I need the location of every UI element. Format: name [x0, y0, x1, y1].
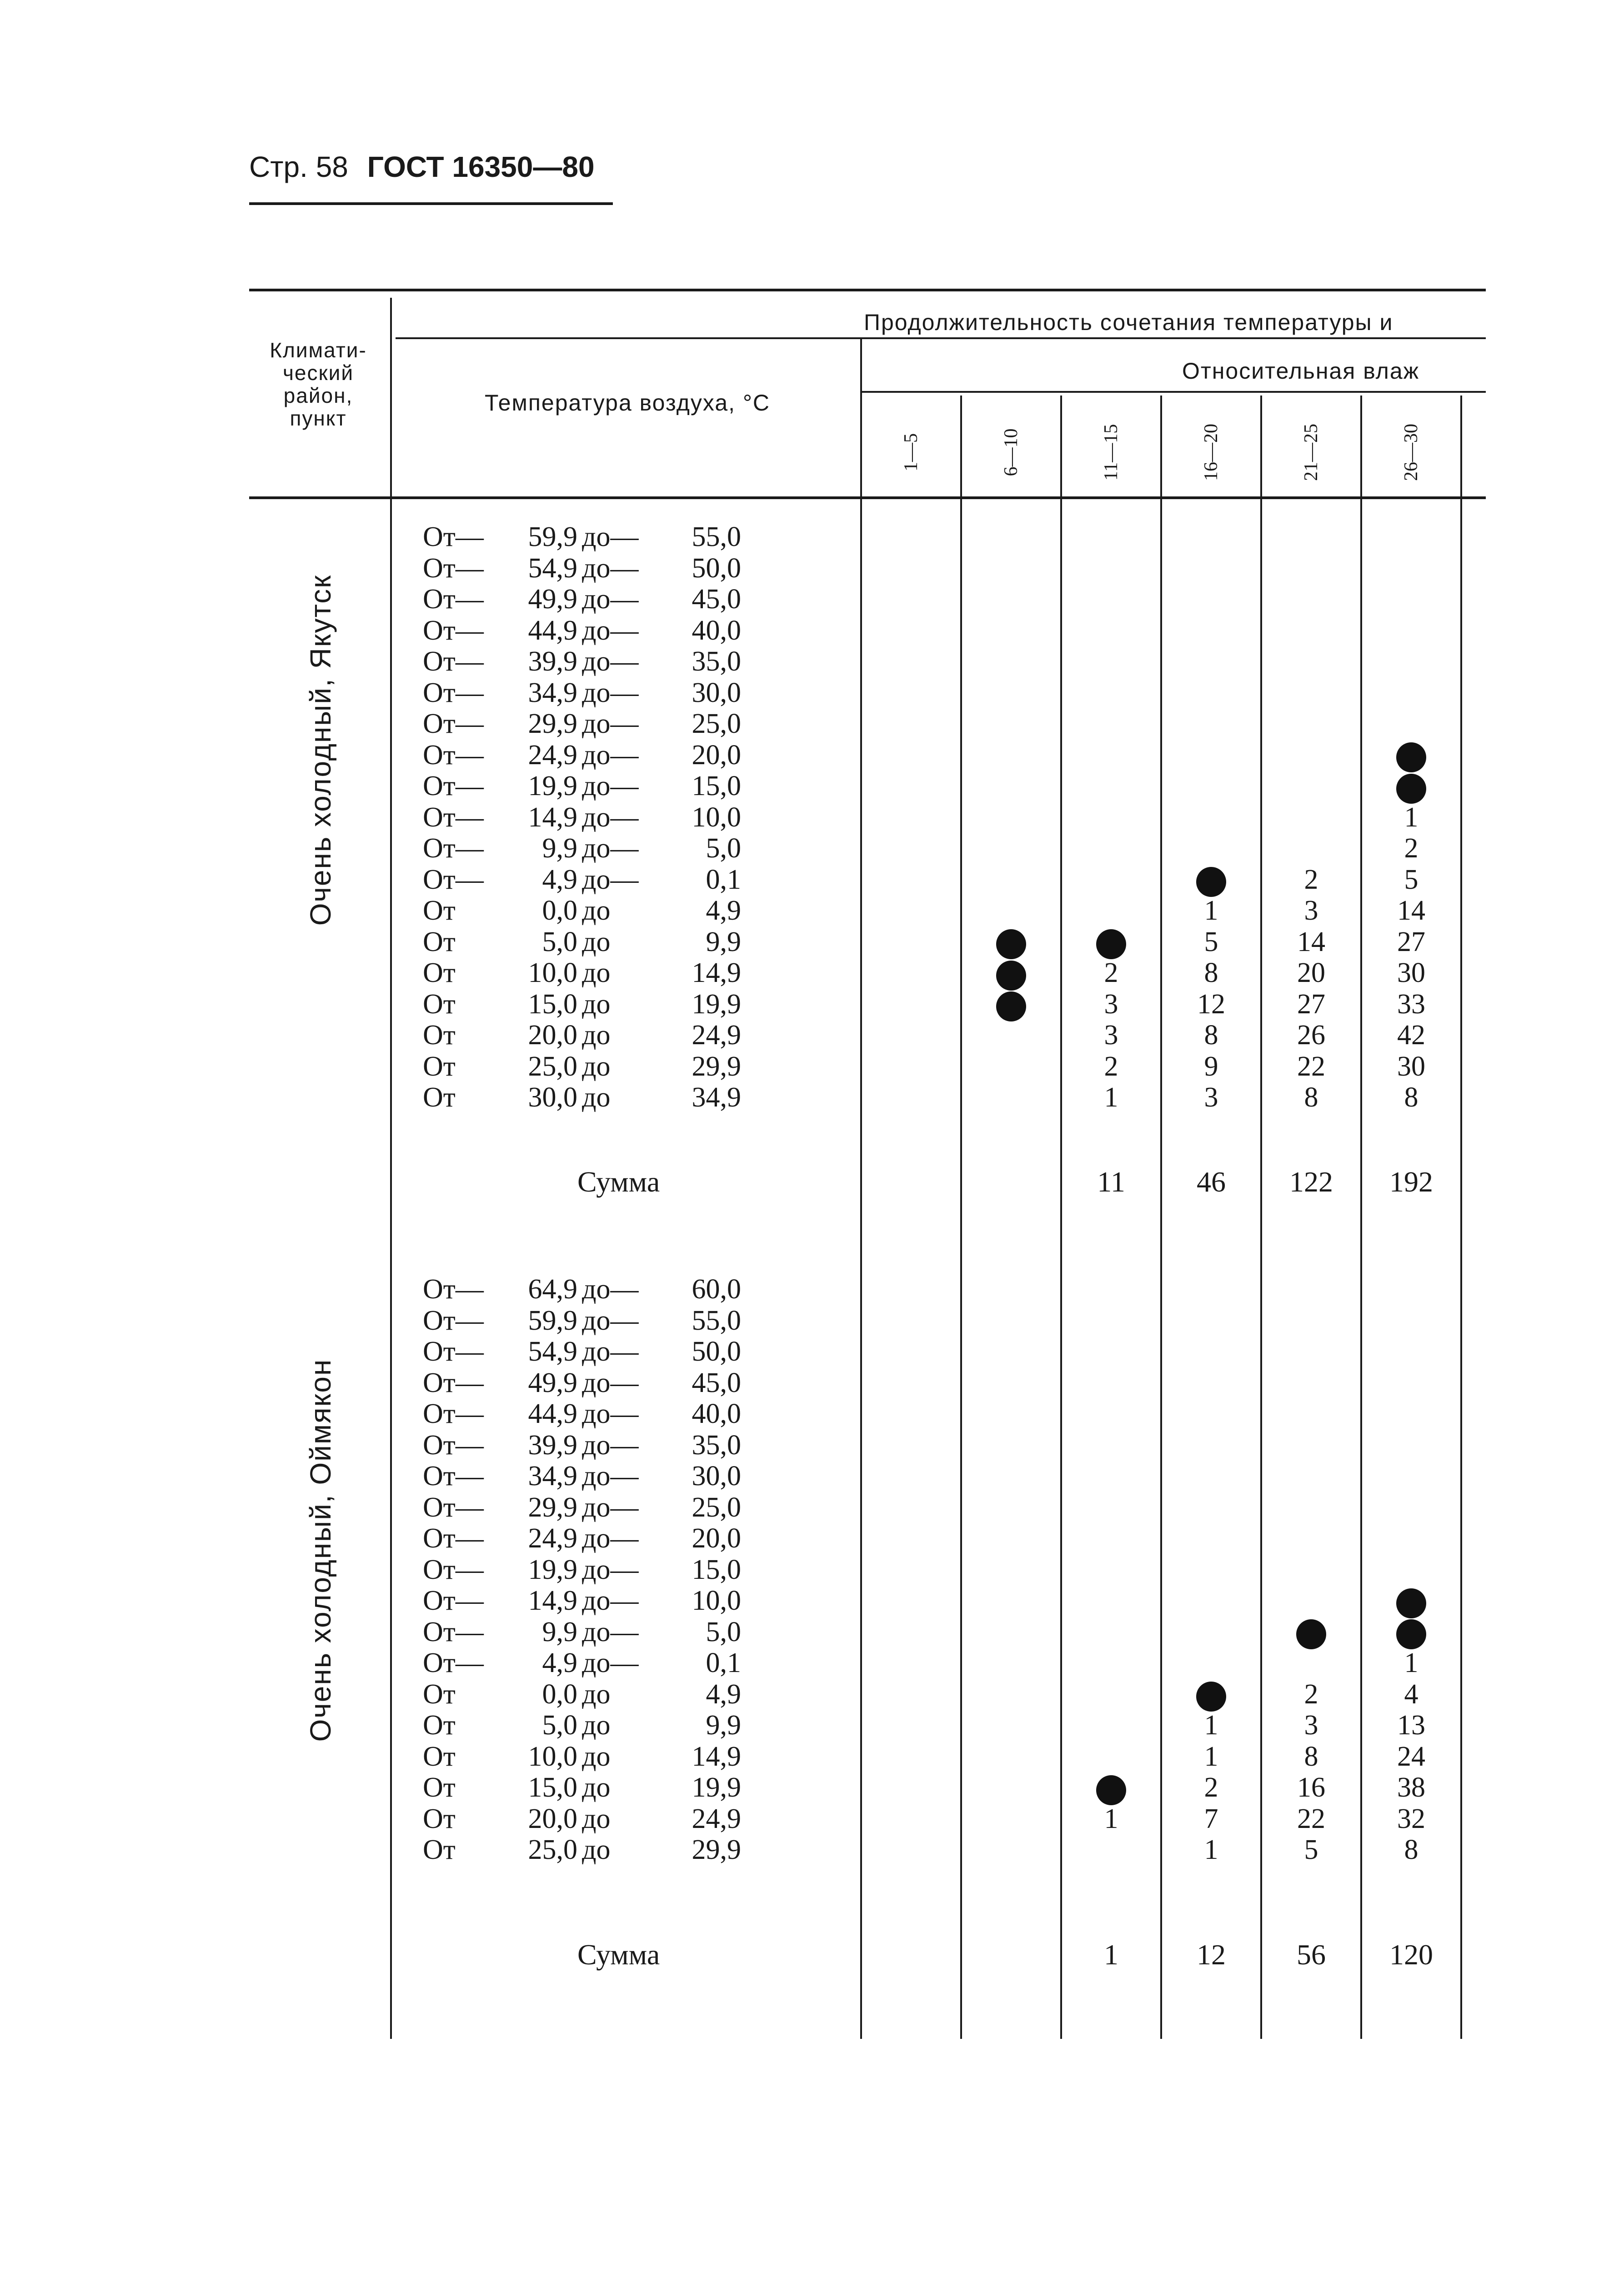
range-to: до—	[582, 1461, 639, 1492]
page-header	[249, 150, 595, 184]
table-cell: 5	[1204, 926, 1218, 957]
table-cell: 27	[1397, 926, 1425, 957]
range-from: От	[423, 926, 456, 957]
humidity-range-header: 26—30	[1401, 424, 1422, 481]
range-end-value: 10,0	[692, 801, 741, 833]
dot-marker-icon	[961, 989, 1061, 1020]
range-from: От—	[423, 521, 484, 552]
range-start-value: 59,9	[528, 521, 577, 552]
range-from: От—	[423, 739, 484, 771]
range-end-value: 20,0	[692, 739, 741, 771]
range-to: до—	[582, 1398, 639, 1429]
filled-circle-icon	[1396, 774, 1426, 804]
range-from: От—	[423, 1585, 484, 1616]
range-start-value: 25,0	[528, 1051, 577, 1082]
range-start-value: 54,9	[528, 552, 577, 584]
range-from: От—	[423, 864, 484, 895]
range-start-value: 29,9	[528, 1492, 577, 1523]
table-cell: 32	[1397, 1803, 1425, 1834]
column-divider-temperature	[860, 337, 862, 2039]
range-start-value: 44,9	[528, 615, 577, 646]
region-column-header: Климати- ческий район, пункт	[270, 338, 367, 430]
range-start-value: 54,9	[528, 1336, 577, 1367]
sum-value: 120	[1389, 1938, 1433, 1971]
sum-value: 46	[1197, 1166, 1226, 1198]
table-cell: 30	[1397, 1051, 1425, 1082]
table-cell: 3	[1104, 988, 1118, 1020]
range-end-value: 50,0	[692, 1336, 741, 1367]
range-from: От—	[423, 1274, 484, 1305]
range-to: до—	[582, 1585, 639, 1616]
range-to: до—	[582, 864, 639, 895]
range-from: От—	[423, 1616, 484, 1647]
range-start-value: 10,0	[528, 957, 577, 988]
range-end-value: 40,0	[692, 615, 741, 646]
range-start-value: 19,9	[528, 771, 577, 801]
range-from: От—	[423, 1461, 484, 1492]
sum-value: 12	[1197, 1938, 1226, 1971]
sum-value: 56	[1297, 1938, 1326, 1971]
filled-circle-icon	[996, 929, 1026, 959]
table-cell: 1	[1204, 1710, 1218, 1741]
filled-circle-icon	[1396, 742, 1426, 772]
range-from: От	[423, 895, 456, 926]
range-from: От	[423, 1741, 456, 1772]
table-cell: 24	[1397, 1741, 1425, 1772]
humidity-range-header: 6—10	[1001, 428, 1022, 476]
range-end-value: 55,0	[692, 521, 741, 552]
sum-value: 122	[1289, 1166, 1333, 1198]
range-start-value: 4,9	[542, 1647, 577, 1678]
range-from: От	[423, 1710, 456, 1741]
header-rule-duration	[396, 337, 1486, 339]
table-cell: 3	[1204, 1082, 1218, 1113]
range-to: до	[582, 1082, 611, 1113]
region-label-yakutsk: Очень холодный, Якутск	[304, 574, 337, 926]
range-from: От	[423, 1772, 456, 1803]
range-end-value: 60,0	[692, 1274, 741, 1305]
table-cell: 1	[1204, 1741, 1218, 1772]
range-to: до—	[582, 739, 639, 771]
table-cell: 14	[1397, 895, 1425, 926]
table-cell: 12	[1197, 988, 1225, 1020]
range-to: до—	[582, 771, 639, 801]
range-end-value: 0,1	[706, 1647, 741, 1678]
table-cell: 1	[1404, 1647, 1418, 1678]
table-cell: 9	[1204, 1051, 1218, 1082]
standard-code: ГОСТ 16350—80	[367, 150, 595, 183]
table-cell: 2	[1304, 1678, 1318, 1710]
range-to: до	[582, 1834, 611, 1865]
range-start-value: 14,9	[528, 801, 577, 833]
humidity-range-header: 16—20	[1201, 424, 1222, 481]
range-to: до—	[582, 1492, 639, 1523]
filled-circle-icon	[996, 961, 1026, 991]
range-to: до—	[582, 833, 639, 864]
range-start-value: 15,0	[528, 988, 577, 1020]
range-to: до	[582, 1020, 611, 1051]
range-start-value: 39,9	[528, 646, 577, 677]
range-start-value: 24,9	[528, 739, 577, 771]
range-to: до—	[582, 1274, 639, 1305]
table-cell: 8	[1404, 1082, 1418, 1113]
header-bottom-border	[249, 496, 1486, 499]
dot-marker-icon	[1361, 1617, 1461, 1648]
dot-marker-icon	[1361, 771, 1461, 802]
range-start-value: 9,9	[542, 1616, 577, 1647]
range-end-value: 9,9	[706, 926, 741, 957]
range-to: до	[582, 1710, 611, 1741]
temperature-column-header: Температура воздуха, °С	[484, 390, 771, 416]
range-end-value: 0,1	[706, 864, 741, 895]
dot-marker-icon	[1161, 864, 1261, 896]
range-end-value: 15,0	[692, 1554, 741, 1585]
filled-circle-icon	[1296, 1619, 1326, 1649]
range-to: до—	[582, 1554, 639, 1585]
range-start-value: 64,9	[528, 1274, 577, 1305]
range-to: до—	[582, 615, 639, 646]
humidity-range-header: 11—15	[1101, 424, 1122, 481]
range-from: От—	[423, 646, 484, 677]
range-start-value: 0,0	[542, 1678, 577, 1710]
range-start-value: 34,9	[528, 1461, 577, 1492]
range-to: до—	[582, 1336, 639, 1367]
table-cell: 1	[1204, 1834, 1218, 1865]
range-end-value: 10,0	[692, 1585, 741, 1616]
range-to: до—	[582, 584, 639, 615]
table-cell: 2	[1104, 1051, 1118, 1082]
range-from: От	[423, 1678, 456, 1710]
page-label: Стр. 58	[249, 150, 348, 183]
header-rule-humidity	[862, 391, 1486, 393]
filled-circle-icon	[1396, 1588, 1426, 1618]
range-end-value: 24,9	[692, 1803, 741, 1834]
range-start-value: 25,0	[528, 1834, 577, 1865]
range-start-value: 10,0	[528, 1741, 577, 1772]
range-start-value: 4,9	[542, 864, 577, 895]
table-top-border	[249, 289, 1486, 291]
range-end-value: 24,9	[692, 1020, 741, 1051]
table-cell: 8	[1204, 1020, 1218, 1051]
humidity-range-header: 1—5	[901, 433, 922, 471]
table-cell: 5	[1404, 864, 1418, 895]
table-cell: 5	[1304, 1834, 1318, 1865]
range-from: От—	[423, 1367, 484, 1398]
filled-circle-icon	[996, 991, 1026, 1021]
filled-circle-icon	[1096, 1775, 1126, 1805]
range-to: до—	[582, 708, 639, 739]
table-cell: 1	[1104, 1803, 1118, 1834]
range-end-value: 50,0	[692, 552, 741, 584]
table-cell: 2	[1404, 833, 1418, 864]
range-from: От—	[423, 1554, 484, 1585]
range-to: до—	[582, 1429, 639, 1461]
filled-circle-icon	[1196, 867, 1226, 897]
dot-marker-icon	[961, 957, 1061, 989]
table-cell: 22	[1297, 1051, 1325, 1082]
table-cell: 20	[1297, 957, 1325, 988]
dot-marker-icon	[1361, 740, 1461, 771]
range-to: до	[582, 1772, 611, 1803]
column-divider-1	[960, 396, 962, 2039]
table-cell: 7	[1204, 1803, 1218, 1834]
table-cell: 8	[1304, 1082, 1318, 1113]
range-from: От—	[423, 1523, 484, 1554]
range-from: От	[423, 1082, 456, 1113]
range-to: до—	[582, 677, 639, 708]
range-start-value: 9,9	[542, 833, 577, 864]
table-cell: 8	[1204, 957, 1218, 988]
range-end-value: 45,0	[692, 1367, 741, 1398]
range-end-value: 34,9	[692, 1082, 741, 1113]
column-divider-region	[390, 298, 392, 2039]
range-start-value: 24,9	[528, 1523, 577, 1554]
range-start-value: 20,0	[528, 1803, 577, 1834]
humidity-header: Относительная влаж	[1182, 358, 1420, 384]
range-to: до	[582, 1678, 611, 1710]
range-start-value: 34,9	[528, 677, 577, 708]
range-start-value: 44,9	[528, 1398, 577, 1429]
range-start-value: 15,0	[528, 1772, 577, 1803]
range-start-value: 19,9	[528, 1554, 577, 1585]
table-cell: 16	[1297, 1772, 1325, 1803]
table-cell: 27	[1297, 988, 1325, 1020]
range-from: От—	[423, 1336, 484, 1367]
range-from: От—	[423, 677, 484, 708]
range-end-value: 30,0	[692, 1461, 741, 1492]
sum-value: 1	[1104, 1938, 1118, 1971]
table-cell: 14	[1297, 926, 1325, 957]
table-cell: 1	[1204, 895, 1218, 926]
range-end-value: 4,9	[706, 895, 741, 926]
table-cell: 30	[1397, 957, 1425, 988]
dot-marker-icon	[1061, 1772, 1161, 1803]
sum-value: 11	[1097, 1166, 1125, 1198]
range-start-value: 0,0	[542, 895, 577, 926]
range-end-value: 20,0	[692, 1523, 741, 1554]
table-cell: 22	[1297, 1803, 1325, 1834]
table-cell: 26	[1297, 1020, 1325, 1051]
range-to: до—	[582, 1523, 639, 1554]
range-from: От—	[423, 708, 484, 739]
table-cell: 1	[1404, 801, 1418, 833]
range-to: до	[582, 1803, 611, 1834]
range-start-value: 14,9	[528, 1585, 577, 1616]
sum-value: 192	[1389, 1166, 1433, 1198]
table-cell: 3	[1304, 1710, 1318, 1741]
range-from: От	[423, 1020, 456, 1051]
range-start-value: 59,9	[528, 1305, 577, 1336]
humidity-range-header: 21—25	[1301, 424, 1322, 481]
range-from: От—	[423, 1492, 484, 1523]
range-from: От	[423, 957, 456, 988]
range-from: От—	[423, 1305, 484, 1336]
range-start-value: 49,9	[528, 1367, 577, 1398]
range-start-value: 5,0	[542, 1710, 577, 1741]
range-end-value: 55,0	[692, 1305, 741, 1336]
range-from: От—	[423, 552, 484, 584]
range-to: до	[582, 926, 611, 957]
filled-circle-icon	[1396, 1619, 1426, 1649]
range-start-value: 29,9	[528, 708, 577, 739]
table-cell: 3	[1304, 895, 1318, 926]
range-to: до—	[582, 552, 639, 584]
range-end-value: 14,9	[692, 957, 741, 988]
table-cell: 38	[1397, 1772, 1425, 1803]
table-cell: 2	[1104, 957, 1118, 988]
dot-marker-icon	[961, 926, 1061, 958]
table-cell: 13	[1397, 1710, 1425, 1741]
range-from: От	[423, 1803, 456, 1834]
range-end-value: 40,0	[692, 1398, 741, 1429]
range-from: От—	[423, 833, 484, 864]
range-to: до	[582, 1741, 611, 1772]
table-cell: 2	[1304, 864, 1318, 895]
range-end-value: 14,9	[692, 1741, 741, 1772]
range-end-value: 25,0	[692, 708, 741, 739]
range-from: От—	[423, 801, 484, 833]
range-to: до	[582, 1051, 611, 1082]
range-end-value: 29,9	[692, 1051, 741, 1082]
table-cell: 8	[1304, 1741, 1318, 1772]
range-end-value: 15,0	[692, 771, 741, 801]
table-cell: 1	[1104, 1082, 1118, 1113]
range-end-value: 19,9	[692, 988, 741, 1020]
range-to: до—	[582, 1367, 639, 1398]
header-rule	[249, 202, 613, 205]
range-to: до—	[582, 646, 639, 677]
table-cell: 42	[1397, 1020, 1425, 1051]
dot-marker-icon	[1261, 1617, 1361, 1648]
range-end-value: 9,9	[706, 1710, 741, 1741]
range-start-value: 30,0	[528, 1082, 577, 1113]
range-end-value: 5,0	[706, 1616, 741, 1647]
range-end-value: 5,0	[706, 833, 741, 864]
range-to: до—	[582, 1647, 639, 1678]
table-cell: 3	[1104, 1020, 1118, 1051]
range-from: От—	[423, 1398, 484, 1429]
table-cell: 33	[1397, 988, 1425, 1020]
duration-header: Продолжительность сочетания температуры и	[864, 310, 1393, 335]
region-label-oymyakon: Очень холодный, Оймякон	[304, 1358, 337, 1742]
range-end-value: 45,0	[692, 584, 741, 615]
range-start-value: 39,9	[528, 1429, 577, 1461]
dot-marker-icon	[1161, 1679, 1261, 1710]
dot-marker-icon	[1061, 926, 1161, 958]
range-to: до—	[582, 801, 639, 833]
sum-label: Сумма	[577, 1166, 660, 1198]
range-to: до—	[582, 1616, 639, 1647]
range-end-value: 35,0	[692, 1429, 741, 1461]
range-from: От—	[423, 1647, 484, 1678]
filled-circle-icon	[1096, 929, 1126, 959]
sum-label: Сумма	[577, 1938, 660, 1971]
range-from: От	[423, 1051, 456, 1082]
range-from: От	[423, 988, 456, 1020]
filled-circle-icon	[1196, 1682, 1226, 1712]
table-cell: 8	[1404, 1834, 1418, 1865]
range-to: до	[582, 957, 611, 988]
range-to: до—	[582, 1305, 639, 1336]
range-end-value: 19,9	[692, 1772, 741, 1803]
range-end-value: 4,9	[706, 1678, 741, 1710]
range-end-value: 25,0	[692, 1492, 741, 1523]
range-to: до	[582, 988, 611, 1020]
table-cell: 2	[1204, 1772, 1218, 1803]
range-from: От—	[423, 615, 484, 646]
range-to: до—	[582, 521, 639, 552]
range-from: От—	[423, 1429, 484, 1461]
range-from: От—	[423, 584, 484, 615]
range-end-value: 30,0	[692, 677, 741, 708]
range-start-value: 20,0	[528, 1020, 577, 1051]
range-end-value: 35,0	[692, 646, 741, 677]
dot-marker-icon	[1361, 1585, 1461, 1617]
range-to: до	[582, 895, 611, 926]
table-cell: 4	[1404, 1678, 1418, 1710]
range-start-value: 5,0	[542, 926, 577, 957]
range-from: От—	[423, 771, 484, 801]
range-start-value: 49,9	[528, 584, 577, 615]
range-end-value: 29,9	[692, 1834, 741, 1865]
range-from: От	[423, 1834, 456, 1865]
